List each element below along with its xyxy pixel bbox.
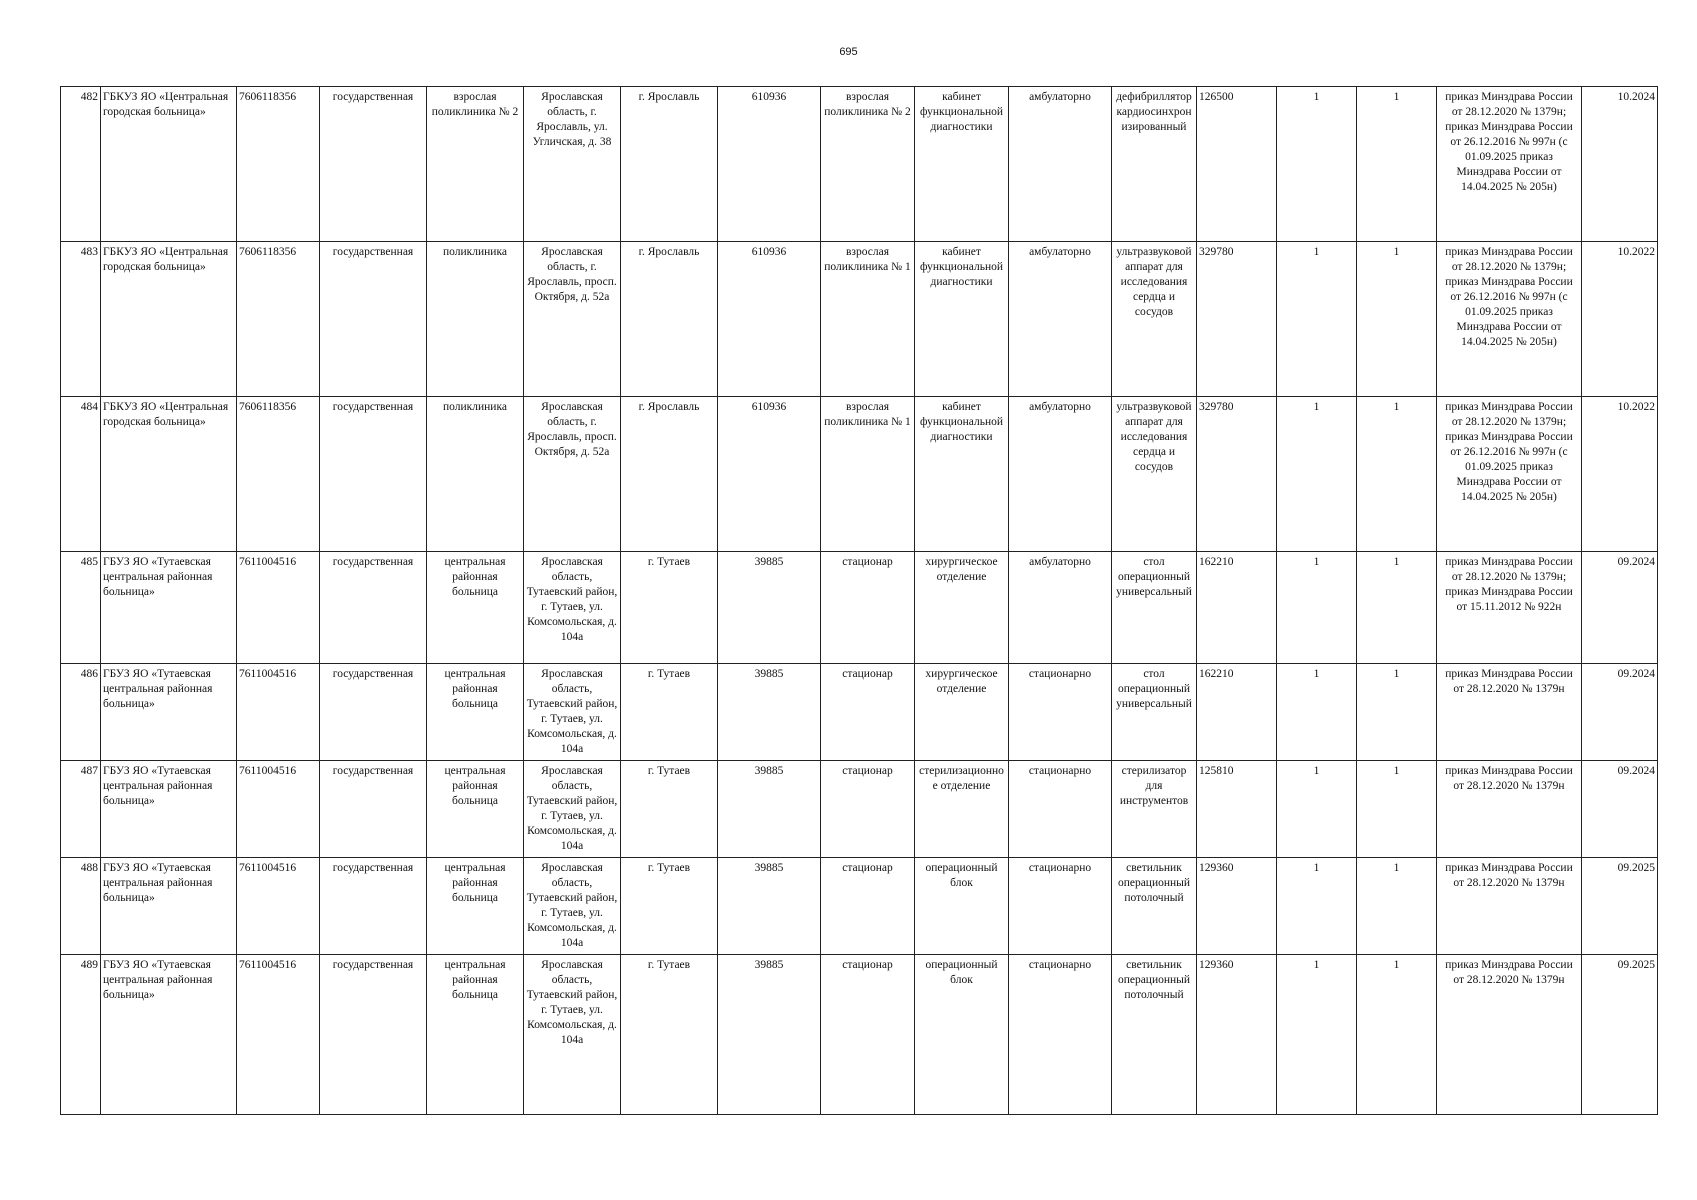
equipment-name-cell: стол операционный универсальный — [1112, 552, 1197, 664]
care-mode-cell: стационарно — [1009, 761, 1112, 858]
row-number-cell: 486 — [61, 664, 101, 761]
row-number-cell: 483 — [61, 242, 101, 397]
organization-name-cell: ГБУЗ ЯО «Тутаевская центральная районная больница» — [101, 664, 237, 761]
quantity-planned-cell: 1 — [1357, 552, 1437, 664]
department-cell: хирургическое отделение — [915, 552, 1009, 664]
facility-type-cell: центральная районная больница — [427, 664, 524, 761]
equipment-code-cell: 126500 — [1197, 87, 1277, 242]
row-number-cell: 482 — [61, 87, 101, 242]
care-mode-cell: амбулаторно — [1009, 397, 1112, 552]
care-mode-cell: амбулаторно — [1009, 87, 1112, 242]
organization-name-cell: ГБКУЗ ЯО «Центральная городская больница» — [101, 397, 237, 552]
city-cell: г. Тутаев — [621, 858, 718, 955]
equipment-code-cell: 129360 — [1197, 858, 1277, 955]
facility-type-cell: центральная районная больница — [427, 858, 524, 955]
ownership-type-cell: государственная — [320, 761, 427, 858]
equipment-name-cell: светильник операционный потолочный — [1112, 858, 1197, 955]
facility-type-cell: взрослая поликлиника № 2 — [427, 87, 524, 242]
quantity-planned-cell: 1 — [1357, 858, 1437, 955]
care-mode-cell: стационарно — [1009, 955, 1112, 1115]
inn-code-cell: 7606118356 — [237, 242, 320, 397]
table-row — [61, 664, 1658, 761]
regulatory-order-cell: приказ Минздрава России от 28.12.2020 № 1379н; приказ Минздрава России от 26.12.2016 № 997н (с 01.09.2025 приказ Минздрава России от 14.04.2025 № 205н) — [1437, 242, 1582, 397]
equipment-code-cell: 329780 — [1197, 397, 1277, 552]
oktmo-code-cell: 610936 — [718, 397, 821, 552]
care-mode-cell: амбулаторно — [1009, 552, 1112, 664]
address-cell: Ярославская область, Тутаевский район, г. Тутаев, ул. Комсомольская, д. 104а — [524, 761, 621, 858]
page-number: 695 — [839, 46, 858, 58]
structural-unit-cell: взрослая поликлиника № 1 — [821, 242, 915, 397]
inn-code-cell: 7611004516 — [237, 552, 320, 664]
quantity-planned-cell: 1 — [1357, 242, 1437, 397]
inn-code-cell: 7611004516 — [237, 955, 320, 1115]
equipment-code-cell: 162210 — [1197, 552, 1277, 664]
city-cell: г. Тутаев — [621, 761, 718, 858]
care-mode-cell: амбулаторно — [1009, 242, 1112, 397]
structural-unit-cell: взрослая поликлиника № 2 — [821, 87, 915, 242]
quantity-required-cell: 1 — [1277, 858, 1357, 955]
regulatory-order-cell: приказ Минздрава России от 28.12.2020 № 1379н — [1437, 761, 1582, 858]
quantity-planned-cell: 1 — [1357, 87, 1437, 242]
equipment-name-cell: ультразвуковой аппарат для исследования сердца и сосудов — [1112, 242, 1197, 397]
ownership-type-cell: государственная — [320, 552, 427, 664]
oktmo-code-cell: 39885 — [718, 761, 821, 858]
organization-name-cell: ГБУЗ ЯО «Тутаевская центральная районная больница» — [101, 761, 237, 858]
ownership-type-cell: государственная — [320, 87, 427, 242]
regulatory-order-cell: приказ Минздрава России от 28.12.2020 № 1379н — [1437, 955, 1582, 1115]
organization-name-cell: ГБУЗ ЯО «Тутаевская центральная районная больница» — [101, 552, 237, 664]
quantity-planned-cell: 1 — [1357, 761, 1437, 858]
planned-date-cell: 09.2024 — [1582, 761, 1658, 858]
regulatory-order-cell: приказ Минздрава России от 28.12.2020 № 1379н — [1437, 858, 1582, 955]
oktmo-code-cell: 610936 — [718, 242, 821, 397]
organization-name-cell: ГБКУЗ ЯО «Центральная городская больница» — [101, 87, 237, 242]
inn-code-cell: 7611004516 — [237, 761, 320, 858]
equipment-code-cell: 162210 — [1197, 664, 1277, 761]
address-cell: Ярославская область, Тутаевский район, г. Тутаев, ул. Комсомольская, д. 104а — [524, 858, 621, 955]
organization-name-cell: ГБУЗ ЯО «Тутаевская центральная районная больница» — [101, 858, 237, 955]
equipment-code-cell: 125810 — [1197, 761, 1277, 858]
regulatory-order-cell: приказ Минздрава России от 28.12.2020 № 1379н; приказ Минздрава России от 15.11.2012 № 922н — [1437, 552, 1582, 664]
department-cell: операционный блок — [915, 858, 1009, 955]
address-cell: Ярославская область, Тутаевский район, г. Тутаев, ул. Комсомольская, д. 104а — [524, 955, 621, 1115]
row-number-cell: 489 — [61, 955, 101, 1115]
quantity-required-cell: 1 — [1277, 955, 1357, 1115]
address-cell: Ярославская область, г. Ярославль, просп. Октября, д. 52а — [524, 242, 621, 397]
equipment-name-cell: ультразвуковой аппарат для исследования сердца и сосудов — [1112, 397, 1197, 552]
table-row — [61, 955, 1658, 1115]
structural-unit-cell: стационар — [821, 664, 915, 761]
quantity-required-cell: 1 — [1277, 664, 1357, 761]
row-number-cell: 484 — [61, 397, 101, 552]
table-row — [61, 397, 1658, 552]
care-mode-cell: стационарно — [1009, 664, 1112, 761]
table-row — [61, 552, 1658, 664]
planned-date-cell: 09.2025 — [1582, 858, 1658, 955]
care-mode-cell: стационарно — [1009, 858, 1112, 955]
city-cell: г. Ярославль — [621, 87, 718, 242]
table-row — [61, 858, 1658, 955]
quantity-required-cell: 1 — [1277, 552, 1357, 664]
department-cell: кабинет функциональной диагностики — [915, 87, 1009, 242]
facility-type-cell: поликлиника — [427, 242, 524, 397]
department-cell: кабинет функциональной диагностики — [915, 397, 1009, 552]
department-cell: хирургическое отделение — [915, 664, 1009, 761]
planned-date-cell: 09.2025 — [1582, 955, 1658, 1115]
department-cell: стерилизационное отделение — [915, 761, 1009, 858]
equipment-name-cell: светильник операционный потолочный — [1112, 955, 1197, 1115]
row-number-cell: 485 — [61, 552, 101, 664]
facility-type-cell: центральная районная больница — [427, 955, 524, 1115]
equipment-code-cell: 129360 — [1197, 955, 1277, 1115]
inn-code-cell: 7611004516 — [237, 858, 320, 955]
equipment-name-cell: стерилизатор для инструментов — [1112, 761, 1197, 858]
structural-unit-cell: стационар — [821, 761, 915, 858]
table-row — [61, 242, 1658, 397]
regulatory-order-cell: приказ Минздрава России от 28.12.2020 № 1379н; приказ Минздрава России от 26.12.2016 № 997н (с 01.09.2025 приказ Минздрава России от 14.04.2025 № 205н) — [1437, 87, 1582, 242]
row-number-cell: 487 — [61, 761, 101, 858]
quantity-planned-cell: 1 — [1357, 664, 1437, 761]
inn-code-cell: 7606118356 — [237, 397, 320, 552]
row-number-cell: 488 — [61, 858, 101, 955]
planned-date-cell: 10.2022 — [1582, 242, 1658, 397]
inn-code-cell: 7611004516 — [237, 664, 320, 761]
quantity-required-cell: 1 — [1277, 87, 1357, 242]
table-row — [61, 87, 1658, 242]
oktmo-code-cell: 39885 — [718, 955, 821, 1115]
organization-name-cell: ГБКУЗ ЯО «Центральная городская больница» — [101, 242, 237, 397]
planned-date-cell: 09.2024 — [1582, 664, 1658, 761]
equipment-name-cell: дефибриллятор кардиосинхронизированный — [1112, 87, 1197, 242]
city-cell: г. Ярославль — [621, 242, 718, 397]
quantity-planned-cell: 1 — [1357, 955, 1437, 1115]
ownership-type-cell: государственная — [320, 397, 427, 552]
table-row — [61, 761, 1658, 858]
city-cell: г. Тутаев — [621, 664, 718, 761]
regulatory-order-cell: приказ Минздрава России от 28.12.2020 № 1379н; приказ Минздрава России от 26.12.2016 № 997н (с 01.09.2025 приказ Минздрава России от 14.04.2025 № 205н) — [1437, 397, 1582, 552]
city-cell: г. Тутаев — [621, 955, 718, 1115]
ownership-type-cell: государственная — [320, 664, 427, 761]
city-cell: г. Ярославль — [621, 397, 718, 552]
equipment-registry-table — [60, 86, 1658, 1115]
department-cell: кабинет функциональной диагностики — [915, 242, 1009, 397]
address-cell: Ярославская область, Тутаевский район, г. Тутаев, ул. Комсомольская, д. 104а — [524, 552, 621, 664]
oktmo-code-cell: 39885 — [718, 858, 821, 955]
structural-unit-cell: стационар — [821, 955, 915, 1115]
organization-name-cell: ГБУЗ ЯО «Тутаевская центральная районная больница» — [101, 955, 237, 1115]
structural-unit-cell: стационар — [821, 552, 915, 664]
planned-date-cell: 10.2024 — [1582, 87, 1658, 242]
oktmo-code-cell: 39885 — [718, 664, 821, 761]
oktmo-code-cell: 39885 — [718, 552, 821, 664]
department-cell: операционный блок — [915, 955, 1009, 1115]
ownership-type-cell: государственная — [320, 858, 427, 955]
regulatory-order-cell: приказ Минздрава России от 28.12.2020 № 1379н — [1437, 664, 1582, 761]
facility-type-cell: центральная районная больница — [427, 552, 524, 664]
oktmo-code-cell: 610936 — [718, 87, 821, 242]
inn-code-cell: 7606118356 — [237, 87, 320, 242]
structural-unit-cell: стационар — [821, 858, 915, 955]
equipment-name-cell: стол операционный универсальный — [1112, 664, 1197, 761]
address-cell: Ярославская область, г. Ярославль, ул. Угличская, д. 38 — [524, 87, 621, 242]
city-cell: г. Тутаев — [621, 552, 718, 664]
planned-date-cell: 10.2022 — [1582, 397, 1658, 552]
quantity-required-cell: 1 — [1277, 397, 1357, 552]
address-cell: Ярославская область, Тутаевский район, г. Тутаев, ул. Комсомольская, д. 104а — [524, 664, 621, 761]
quantity-required-cell: 1 — [1277, 761, 1357, 858]
ownership-type-cell: государственная — [320, 955, 427, 1115]
quantity-required-cell: 1 — [1277, 242, 1357, 397]
equipment-code-cell: 329780 — [1197, 242, 1277, 397]
facility-type-cell: поликлиника — [427, 397, 524, 552]
address-cell: Ярославская область, г. Ярославль, просп. Октября, д. 52а — [524, 397, 621, 552]
quantity-planned-cell: 1 — [1357, 397, 1437, 552]
facility-type-cell: центральная районная больница — [427, 761, 524, 858]
ownership-type-cell: государственная — [320, 242, 427, 397]
planned-date-cell: 09.2024 — [1582, 552, 1658, 664]
structural-unit-cell: взрослая поликлиника № 1 — [821, 397, 915, 552]
